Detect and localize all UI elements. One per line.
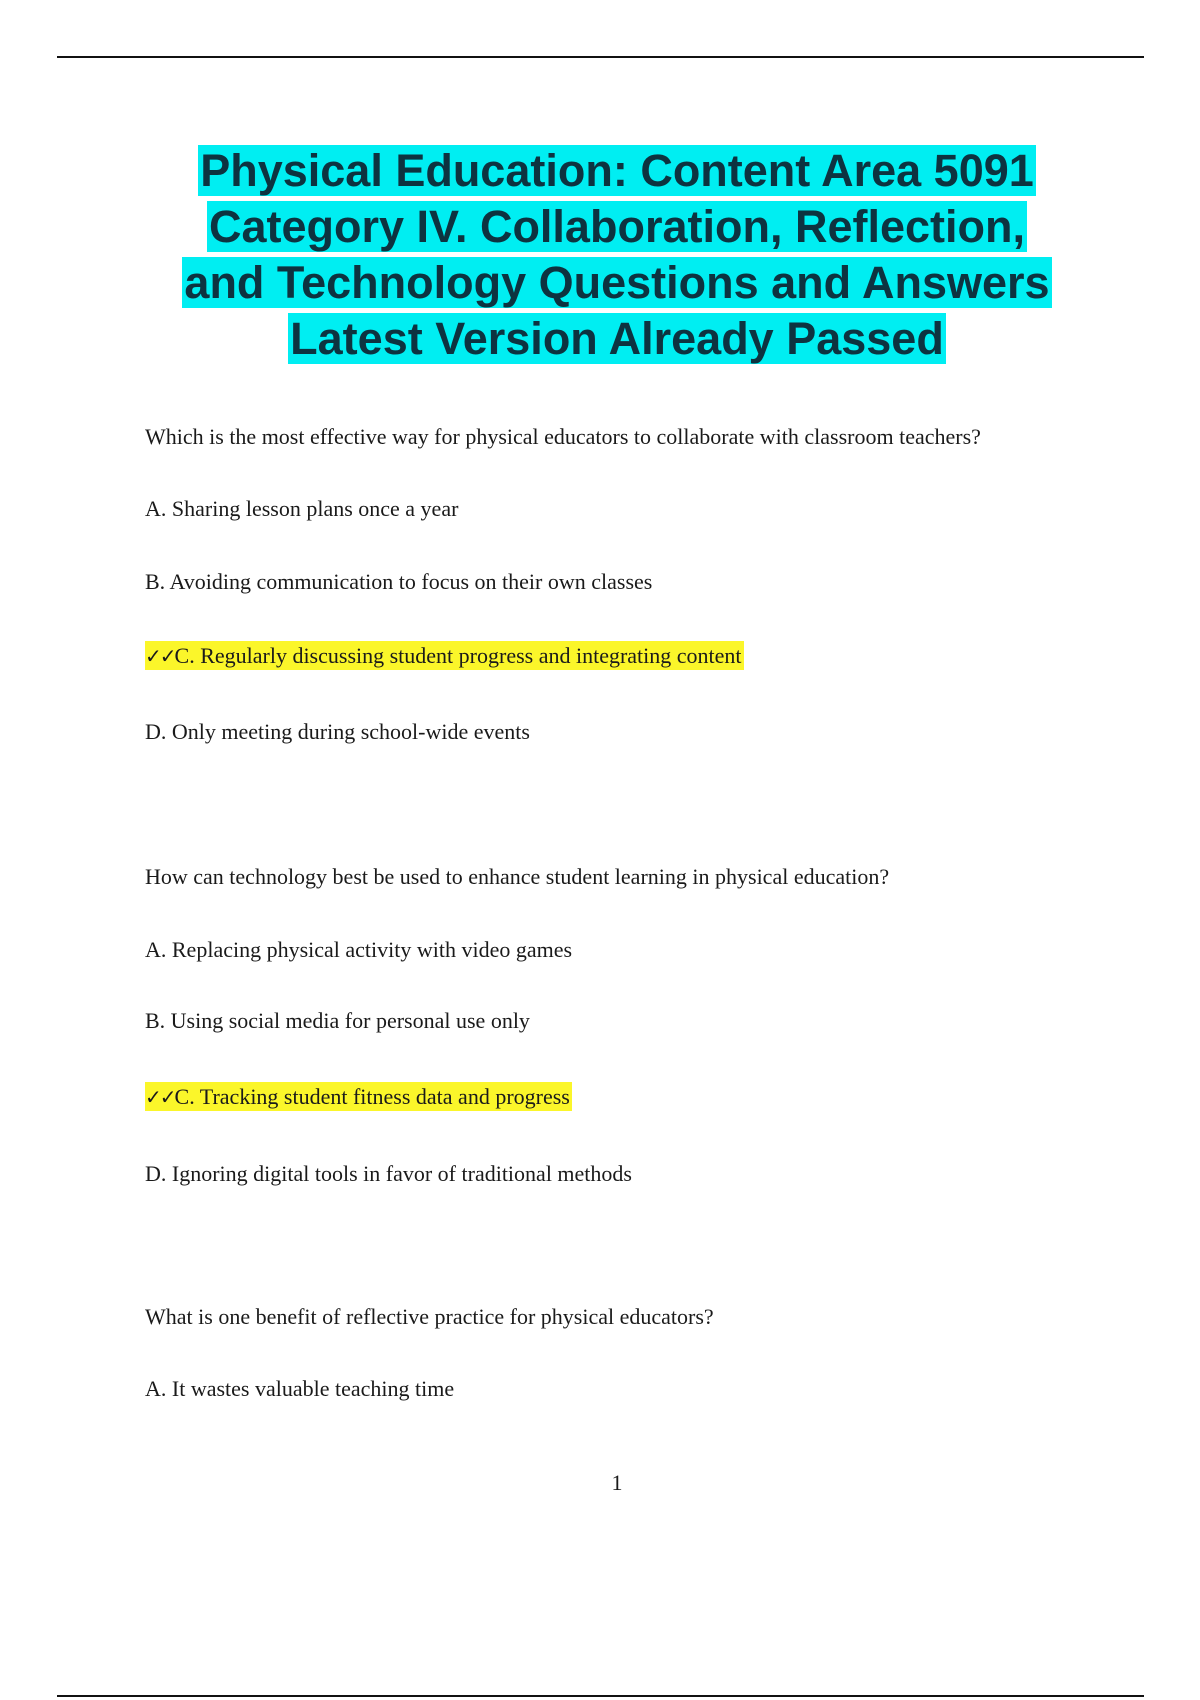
answer-option: B. Using social media for personal use only: [145, 1008, 530, 1033]
page-number: 1: [611, 1470, 623, 1495]
answer-option: D. Ignoring digital tools in favor of traditional methods: [145, 1161, 632, 1186]
question-text: How can technology best be used to enhance student learning in physical education?: [145, 864, 890, 889]
title-line: Latest Version Already Passed: [290, 313, 944, 364]
question-text: What is one benefit of reflective practice for physical educators?: [145, 1304, 714, 1329]
answer-option: A. Sharing lesson plans once a year: [145, 496, 459, 521]
correct-answer-highlight: [145, 1082, 572, 1111]
question-text: Which is the most effective way for physical educators to collaborate with classroom teachers?: [145, 424, 981, 449]
answer-option: B. Avoiding communication to focus on their own classes: [145, 569, 653, 594]
document-title: [100, 143, 1134, 367]
answer-option: D. Only meeting during school-wide events: [145, 719, 530, 744]
correct-answer-highlight: [145, 641, 744, 670]
double-check-icon: ✓✓: [145, 644, 175, 668]
double-check-icon: ✓✓: [145, 1085, 175, 1109]
answer-option: A. It wastes valuable teaching time: [145, 1376, 455, 1401]
correct-answer-option: [145, 1080, 572, 1114]
title-line: and Technology Questions and Answers: [184, 257, 1050, 308]
header-rule: [57, 56, 1144, 58]
title-line: Physical Education: Content Area 5091: [200, 145, 1034, 196]
footer-rule: [57, 1695, 1144, 1697]
title-line: Category IV. Collaboration, Reflection,: [209, 201, 1025, 252]
answer-option: A. Replacing physical activity with video games: [145, 937, 573, 962]
correct-answer-text: C. Regularly discussing student progress and integrating content: [174, 643, 742, 668]
correct-answer-option: [145, 639, 744, 673]
correct-answer-text: C. Tracking student fitness data and progress: [174, 1084, 570, 1109]
